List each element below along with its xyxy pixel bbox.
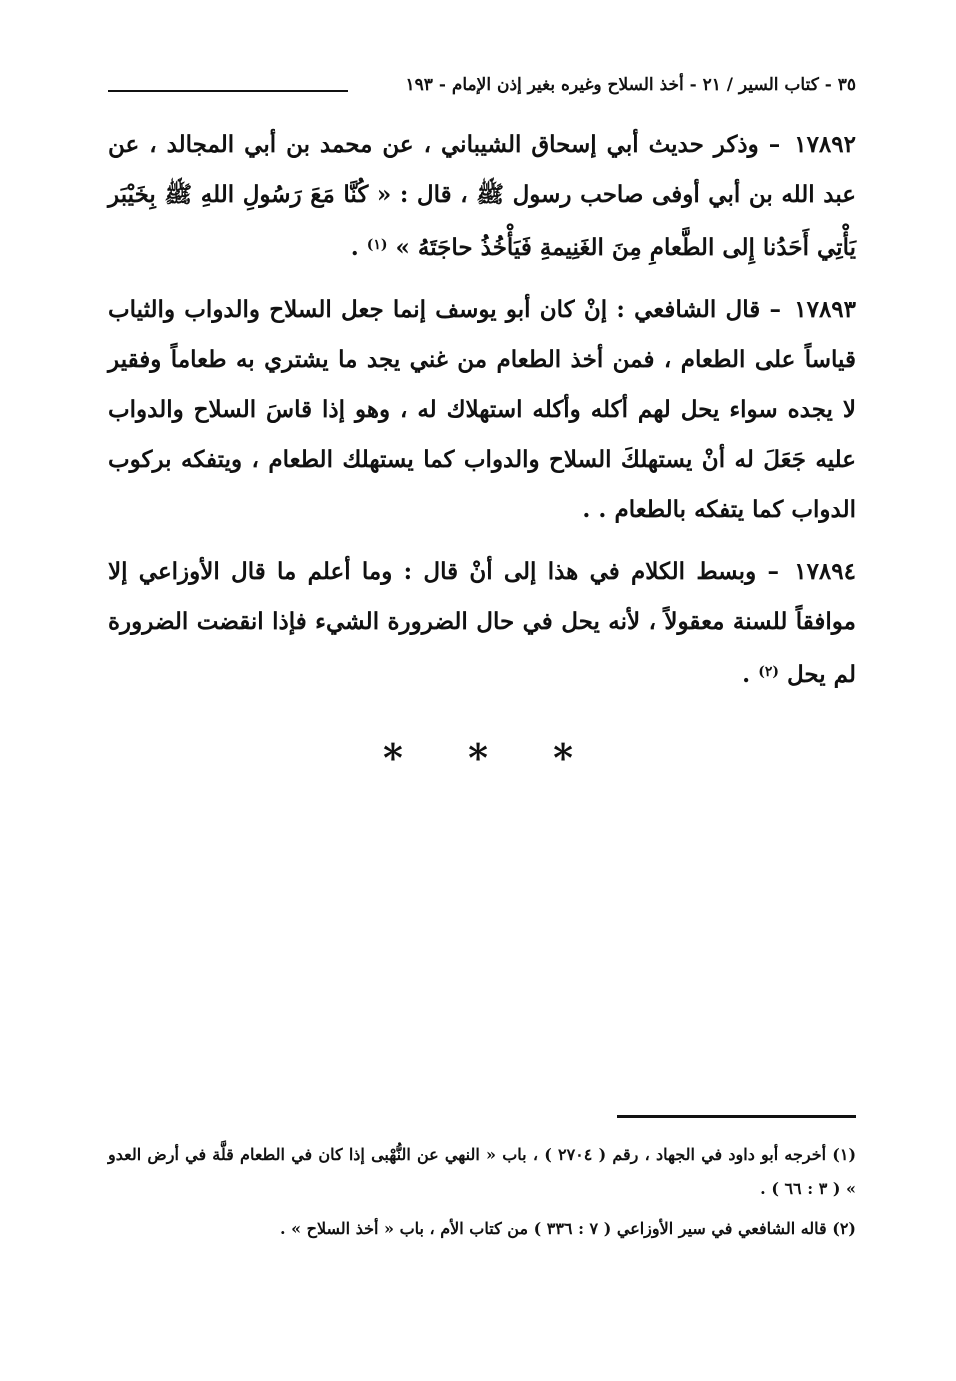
footnote-ref[interactable]: (٢) xyxy=(758,664,779,680)
running-header xyxy=(108,70,856,104)
paragraph-17894 xyxy=(108,547,856,700)
footnote-ref[interactable]: (١) xyxy=(366,237,388,253)
footnote-rule xyxy=(617,1115,856,1118)
paragraph-number: ١٧٨٩٣ xyxy=(794,296,857,323)
paragraph-number: ١٧٨٩٤ xyxy=(794,558,856,585)
paragraph-tail: . xyxy=(742,661,751,688)
main-text xyxy=(108,120,856,712)
section-separator xyxy=(0,735,956,780)
asterisk-icon: * xyxy=(382,735,403,780)
paragraph-17893 xyxy=(108,285,856,535)
footnote-2: (٢) قاله الشافعي في سير الأوزاعي ( ٧ : ٣٣٦ ) من كتاب الأم ، باب « أخذ السلاح » . xyxy=(279,1219,856,1238)
paragraph-text: – وذكر حديث أبي إسحاق الشيباني ، عن محمد بن أبي المجالد ، عن عبد الله بن أبي أوفى صاحب رسول ﷺ ، قال : « كُنَّا مَعَ رَسُولِ اللهِ ﷺ بِخَيْبَر يَأْتِي أَحَدُنا إِلى الطَّعامِ مِنَ الغَنِيمةِ فَيَأْخُذُ حاجَتَهُ » xyxy=(108,131,856,261)
footnotes xyxy=(108,1138,856,1252)
paragraph-tail: . xyxy=(350,234,359,261)
footnote-1: (١) أخرجه أبو داود في الجهاد ، رقم ( ٢٧٠٤ ) ، باب « النهي عن النُّهْبى إذا كان في الطعام قلَّة في أرض العدو » ( ٣ : ٦٦ ) . xyxy=(108,1145,857,1198)
asterisk-icon: * xyxy=(468,735,488,780)
asterisk-icon: * xyxy=(553,735,574,780)
paragraph-17892 xyxy=(108,120,856,273)
paragraph-text: – قال الشافعي : إنْ كان أبو يوسف إنما جعل السلاح والدواب والثياب قياساً على الطعام ، فمن أخذ الطعام من غني يجد ما يشتري به طعاماً وفقير لا يجده سواء يحل لهم أكله وأكله استهلاك له ، وهو إذا قاسَ السلاح والدواب عليه جَعَلَ له أنْ يستهلكَ السلاح والدواب كما يستهلك الطعام ، ويتفكه بركوب الدواب كما يتفكه بالطعام . . xyxy=(108,296,856,523)
paragraph-text: – وبسط الكلام في هذا إلى أنْ قال : وما أعلم ما قال الأوزاعي إلا موافقاً للسنة معقولاً ، لأنه يحل في حال الضرورة الشيء فإذا انقضت الضرورة لم يحل xyxy=(108,558,856,688)
paragraph-number: ١٧٨٩٢ xyxy=(794,131,856,158)
header-rule xyxy=(108,90,348,92)
header-title: ٣٥ - كتاب السير / ٢١ - أخذ السلاح وغيره بغير إذن الإمام - ١٩٣ xyxy=(405,75,856,95)
